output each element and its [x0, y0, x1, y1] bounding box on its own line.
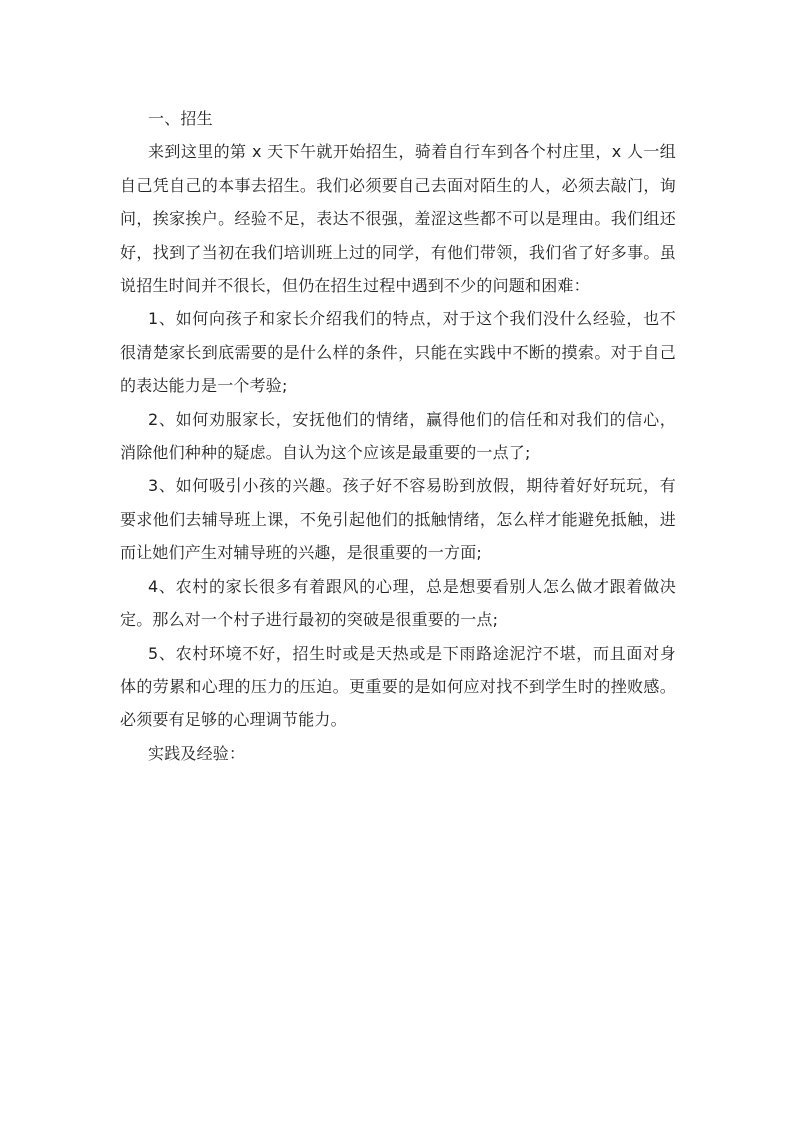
section-heading-practice: 实践及经验：: [148, 743, 246, 763]
list-item-3: 3、如何吸引小孩的兴趣。孩子好不容易盼到放假，期待着好好玩玩，有要求他们去辅导班上课，不免引起他们的抵触情绪，怎么样才能避免抵触，进而让她们产生对辅导班的兴趣，是很重要的一方面;: [120, 476, 676, 563]
list-item-1: 1、如何向孩子和家长介绍我们的特点，对于这个我们没什么经验，也不很清楚家长到底需要的是什么样的条件，只能在实践中不断的摸索。对于自己的表达能力是一个考验;: [120, 309, 676, 396]
paragraph-intro: 来到这里的第 x 天下午就开始招生，骑着自行车到各个村庄里，x 人一组自己凭自己的本事去招生。我们必须要自己去面对陌生的人，必须去敲门，询问，挨家挨户。经验不足，表达不很强，羞涩这些都不可以是理由。我们组还好，找到了当初在我们培训班上过的同学，有他们带领，我们省了好多事。虽说招生时间并不很长，但仍在招生过程中遇到不少的问题和困难：: [120, 142, 676, 296]
list-item-2: 2、如何劝服家长，安抚他们的情绪，赢得他们的信任和对我们的信心，消除他们种种的疑虑。自认为这个应该是最重要的一点了;: [120, 409, 676, 463]
list-item-4: 4、农村的家长很多有着跟风的心理，总是想要看别人怎么做才跟着做决定。那么对一个村子进行最初的突破是很重要的一点;: [120, 576, 676, 630]
document-body: [120, 102, 676, 770]
list-item-5: 5、农村环境不好，招生时或是天热或是下雨路途泥泞不堪，而且面对身体的劳累和心理的压力的压迫。更重要的是如何应对找不到学生时的挫败感。必须要有足够的心理调节能力。: [120, 643, 676, 730]
section-heading-recruitment: 一、招生: [148, 109, 213, 128]
